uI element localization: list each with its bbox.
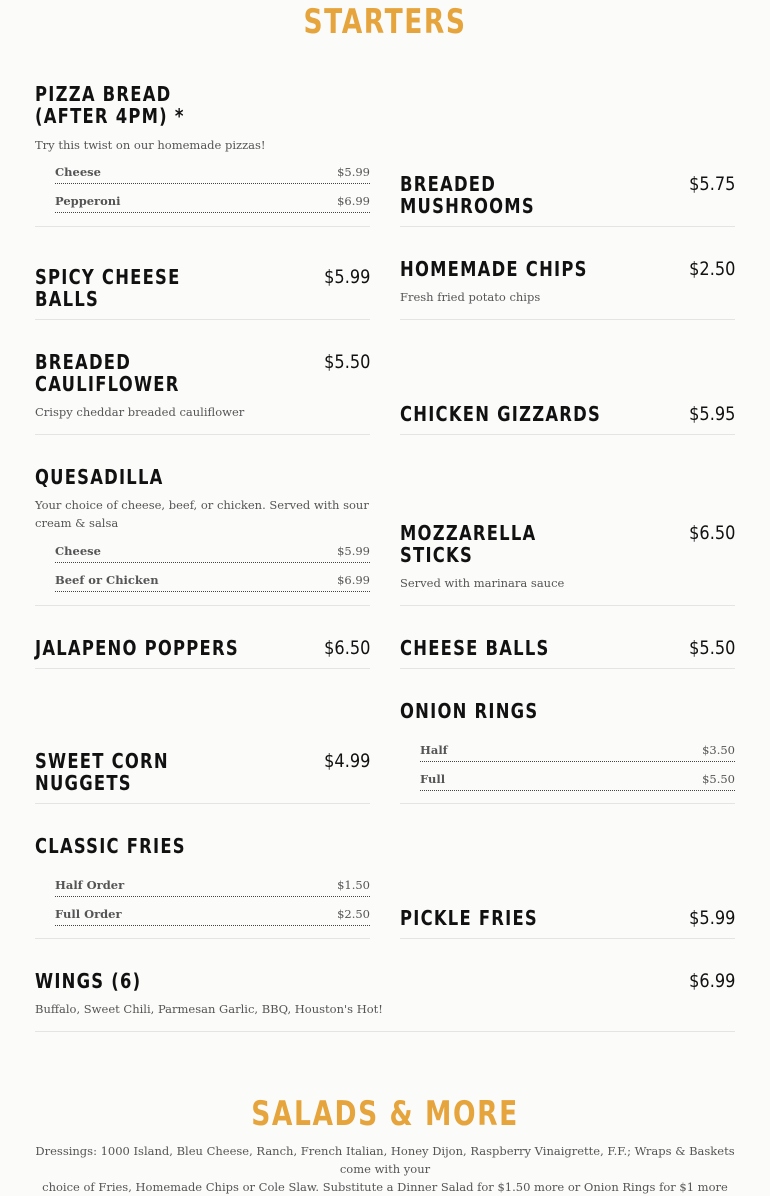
option-price: $5.99 (337, 165, 370, 179)
option-label: Cheese (55, 165, 101, 179)
item-name: CLASSIC FRIES (35, 834, 186, 858)
item-price: $5.99 (323, 266, 370, 288)
item-name: CHEESE BALLS (400, 636, 550, 660)
menu-item-mozzarella-sticks (400, 522, 735, 598)
salads-heading: SALADS & MORE (251, 1094, 519, 1134)
price-option-row (420, 743, 735, 762)
divider (400, 938, 735, 939)
item-price: $5.50 (688, 637, 735, 659)
option-price: $2.50 (337, 907, 370, 921)
item-name: WINGS (6) (35, 969, 142, 993)
item-name: MOZZARELLA STICKS (400, 521, 537, 567)
price-option-row (55, 878, 370, 897)
menu-item-cheese-balls (400, 637, 735, 663)
option-label: Full Order (55, 907, 122, 921)
item-description: Your choice of cheese, beef, or chicken. Served with sour cream & salsa (35, 498, 369, 530)
starters-heading: STARTERS (303, 2, 467, 42)
divider (400, 434, 735, 435)
item-name: PICKLE FRIES (400, 906, 538, 930)
menu-item-pickle-fries (400, 907, 735, 933)
option-label: Half (420, 743, 448, 757)
menu-item-homemade-chips (400, 258, 735, 313)
option-label: Beef or Chicken (55, 573, 159, 587)
divider (400, 226, 735, 227)
item-price: $5.95 (688, 403, 735, 425)
menu-item-breaded-cauliflower (35, 351, 370, 426)
divider (35, 938, 370, 939)
divider (35, 434, 370, 435)
option-price: $5.50 (702, 772, 735, 786)
option-label: Pepperoni (55, 194, 121, 208)
menu-item-sweet-corn-nuggets (35, 750, 370, 800)
divider (35, 605, 370, 606)
divider (35, 319, 370, 320)
item-name: HOMEMADE CHIPS (400, 257, 588, 281)
item-name: SPICY CHEESE BALLS (35, 265, 181, 311)
item-name: BREADED MUSHROOMS (400, 172, 535, 218)
item-description: Try this twist on our homemade pizzas! (35, 138, 266, 152)
menu-item-wings (35, 970, 735, 1025)
price-option-row (55, 544, 370, 563)
price-option-row (55, 573, 370, 592)
option-label: Cheese (55, 544, 101, 558)
menu-item-chicken-gizzards (400, 403, 735, 429)
item-description: Fresh fried potato chips (400, 290, 541, 304)
item-name: QUESADILLA (35, 465, 164, 489)
divider (400, 605, 735, 606)
divider (35, 1031, 735, 1032)
menu-item-breaded-mushrooms (400, 173, 735, 223)
price-option-row (420, 772, 735, 791)
salads-note: Dressings: 1000 Island, Bleu Cheese, Ranch, French Italian, Honey Dijon, Raspberry Vinaigrette, F.F.; Wraps & Baskets come with your choice of Fries, Homemade Chips or Cole Slaw. Substitute a Dinner Salad for $1.50 more or Onion Rings for $1 more (35, 1144, 735, 1194)
option-label: Half Order (55, 878, 125, 892)
item-price: $5.50 (323, 351, 370, 373)
price-option-row (55, 907, 370, 926)
divider (400, 319, 735, 320)
item-name: CHICKEN GIZZARDS (400, 402, 602, 426)
item-price: $6.99 (688, 970, 735, 992)
option-price: $1.50 (337, 878, 370, 892)
item-description: Buffalo, Sweet Chili, Parmesan Garlic, BBQ, Houston's Hot! (35, 1002, 383, 1016)
menu-item-quesadilla (35, 466, 370, 596)
item-price: $4.99 (323, 750, 370, 772)
option-price: $6.99 (337, 194, 370, 208)
option-price: $5.99 (337, 544, 370, 558)
menu-item-classic-fries (35, 835, 370, 931)
item-name: SWEET CORN NUGGETS (35, 749, 169, 795)
divider (400, 668, 735, 669)
item-price: $5.99 (688, 907, 735, 929)
item-name: JALAPENO POPPERS (35, 636, 239, 660)
option-price: $3.50 (702, 743, 735, 757)
menu-item-pizza-bread (35, 83, 370, 213)
menu-item-onion-rings (400, 700, 735, 796)
item-description: Served with marinara sauce (400, 576, 565, 590)
divider (35, 668, 370, 669)
menu-item-spicy-cheese-balls (35, 266, 370, 316)
item-name: PIZZA BREAD (AFTER 4PM) * (35, 82, 185, 128)
menu-item-jalapeno-poppers (35, 637, 370, 663)
item-price: $6.50 (688, 522, 735, 544)
option-price: $6.99 (337, 573, 370, 587)
item-description: Crispy cheddar breaded cauliflower (35, 405, 245, 419)
item-name: ONION RINGS (400, 699, 539, 723)
item-price: $6.50 (323, 637, 370, 659)
item-name: BREADED CAULIFLOWER (35, 350, 180, 396)
item-price: $2.50 (688, 258, 735, 280)
option-label: Full (420, 772, 446, 786)
divider (35, 226, 370, 227)
price-option-row (55, 165, 370, 184)
divider (400, 803, 735, 804)
price-option-row (55, 194, 370, 213)
divider (35, 803, 370, 804)
item-price: $5.75 (688, 173, 735, 195)
